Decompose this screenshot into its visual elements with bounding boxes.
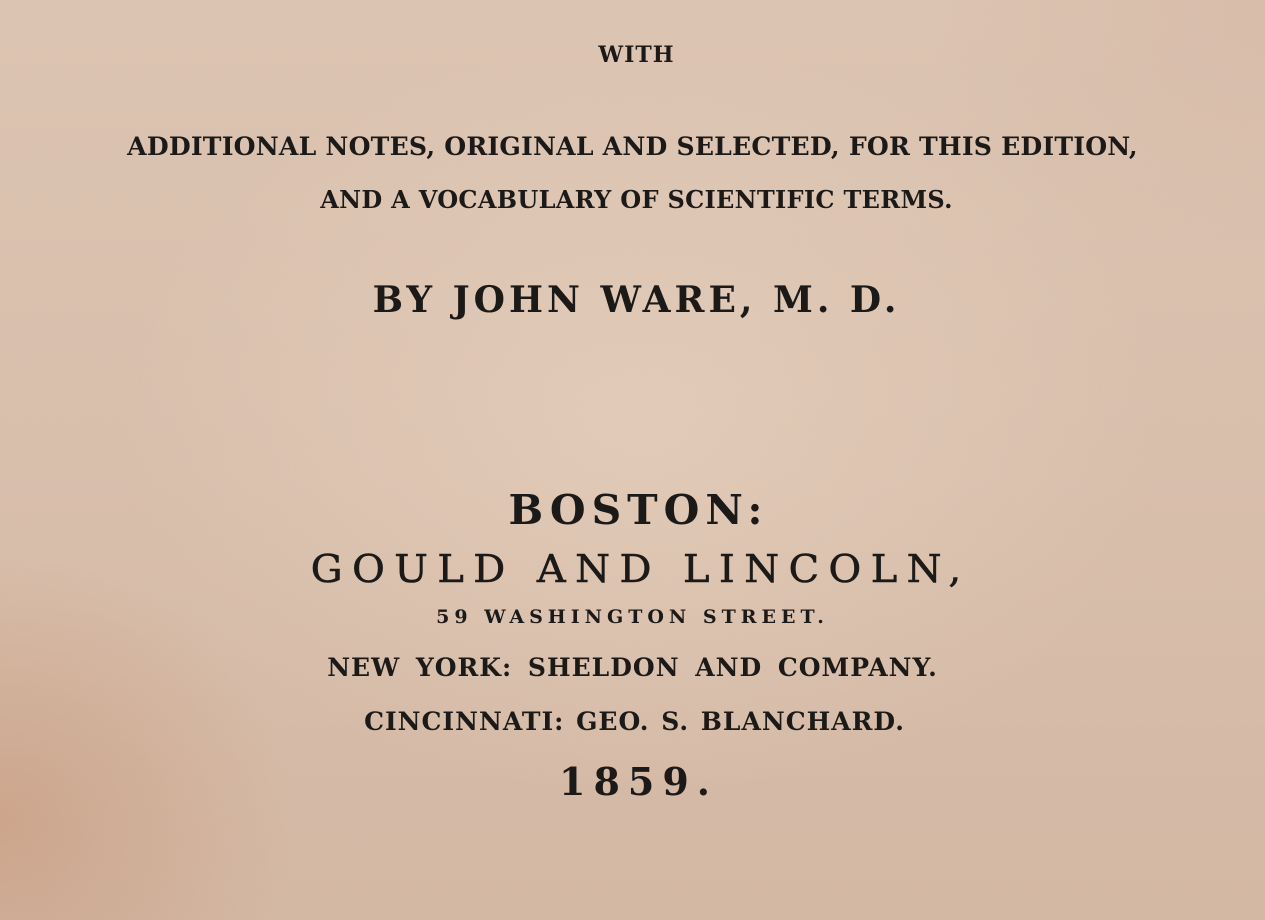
imprint-cincinnati: CINCINNATI: GEO. S. BLANCHARD. bbox=[364, 707, 905, 736]
imprint-city: BOSTON: bbox=[508, 486, 769, 534]
vocabulary-line: AND A VOCABULARY OF SCIENTIFIC TERMS. bbox=[320, 185, 953, 214]
imprint-publisher: GOULD AND LINCOLN, bbox=[310, 547, 971, 591]
imprint-year: 1859. bbox=[559, 759, 718, 804]
imprint-new-york: NEW YORK: SHELDON AND COMPANY. bbox=[327, 653, 938, 682]
imprint-address: 59 WASHINGTON STREET. bbox=[436, 606, 829, 628]
author-line: BY JOHN WARE, M. D. bbox=[372, 279, 901, 321]
with-line: WITH bbox=[598, 42, 675, 68]
notes-line: ADDITIONAL NOTES, ORIGINAL AND SELECTED, FOR THIS EDITION, bbox=[127, 132, 1138, 161]
